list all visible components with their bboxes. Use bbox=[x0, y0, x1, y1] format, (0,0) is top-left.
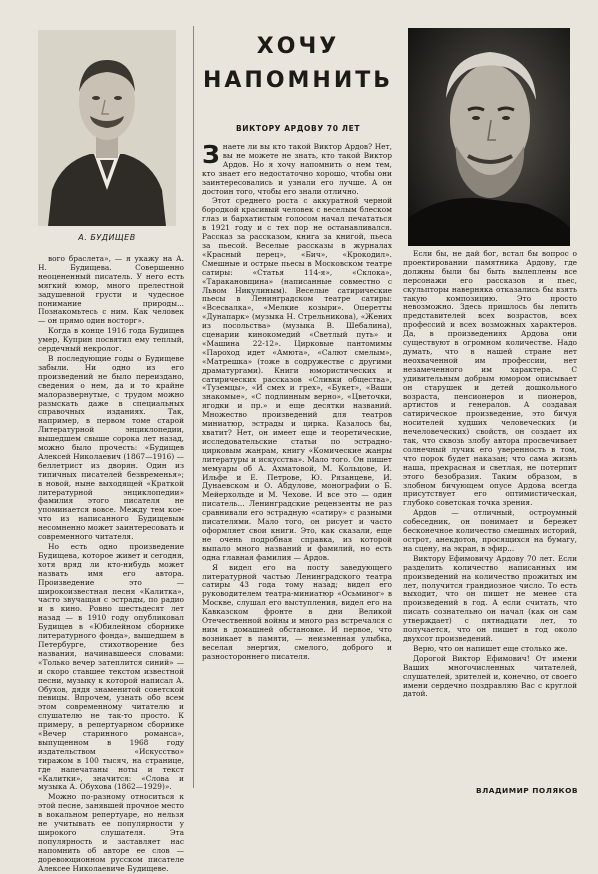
budishchev-portrait bbox=[38, 30, 176, 226]
column-divider bbox=[193, 26, 194, 788]
article-subtitle: ВИКТОРУ АРДОВУ 70 ЛЕТ bbox=[235, 124, 361, 133]
middle-paragraph: наете ли вы кто такой Виктор Ардов? Нет, вы не можете не знать, кто такой Виктор Ардов. Но я хочу напомнить о нем тем, кто знает его недостаточно хорошо, чтобы они заинтересовались и узнали его лучше. А он достоин того, чтобы его знали отлично. bbox=[202, 142, 392, 196]
right-paragraph: Верю, что он напишет еще столько же. bbox=[413, 643, 568, 653]
ardov-portrait bbox=[408, 28, 570, 246]
right-paragraph: Виктору Ефимовичу Ардову 70 лет. Если разделить количество написанных им произведений на количество прожитых им лет, получится грандиозное число. То есть выходит, что он пишет не менее ста произведений в год. А если считать, что писать сознательно он начал (как он сам утверждает) с пятнадцати лет, то получается, что он пишет в год около двухсот произведений. bbox=[403, 553, 577, 643]
article-title bbox=[200, 30, 396, 98]
right-paragraph: Дорогой Виктор Ефимович! От имени Ваших многочисленных читателей, слушателей, зрителей и, конечно, от своего имени сердечно поздравляю Вас с круглой датой. bbox=[403, 653, 577, 699]
left-paragraph: Когда в конце 1916 года Будищев умер, Куприн посвятил ему теплый, сердечный некролог. bbox=[38, 326, 184, 354]
right-article-text bbox=[403, 250, 577, 783]
drop-cap: З bbox=[202, 140, 220, 169]
left-paragraph: вого браслета», — я укажу на А. Н. Будищева. Совершенно неоцененный писатель. У него есть мягкий юмор, много прелестной задушевной грусти и чудесное понимание природы... Познакомьтесь с ним. Как человек — он прямо один восторг». bbox=[38, 254, 184, 326]
ardov-portrait-image bbox=[408, 28, 570, 246]
left-paragraph: Можно по-разному относиться к этой песне, занявшей прочное место в вокальном репертуаре, но нельзя не учитывать ее популярности у широкого слушателя. Эта популярность и заставляет нас напомнить об авторе ее слов — доревоюционном русском писателе Алексее Николаевиче Будищеве. bbox=[38, 792, 184, 873]
middle-paragraph: Этот среднего роста с аккуратной черной бородкой красивый человек с веселым блеском глаз и бархатистым голосом начал печататься в 1921 году и с тех пор не останавливался. Рассказ за рассказом, книга за книгой, пьеса за пьесой. Веселые рассказы в журналах «Красный перец», «Бич», «Крокодил». Смешные и острые пьесы в Московском театре сатиры: «Статья 114-я», «Склока», «Таракановщина» (написанные совместно с Львом Никулиным). Веселые сатирические пьесы в Ленинградском театре сатиры: «Всесвалка», «Мелкие козыри». Оперетты «Дунапарк» (музыка Н. Стрельникова), «Жених из посольства» (музыка В. Шебалина), сценарии кинокомедий «Светлый путь» и «Машина 22-12». Цирковые пантомимы «Пароход идет «Амюта», «Салют смелым», «Матрешка» (тоже в содружестве с другими драматургами). Книги юмористических и сатирических рассказов «Сливки общества», «Туземцы», «И смех и грех», «Букет», «Ваши знакомые», «С подлинным верно», «Цветочки, ягодки и пр.» и еще десятки названий. Множество произведений для театров миниатюр, эстрады и цирка. Казалось бы, хватит? Нет, он имеет еще и теоретические, исследовательские статьи по эстрадно-цирковым жанрам, книгу «Комические жанры литературы и искусства». Мало того. Он пишет мемуары об А. Ахматовой, М. Кольцове, И. Ильфе и Е. Петрове, Ю. Рязанцеве, И. Дунаевском и О. Абдулове, монографии о Б. Мейерхольде и М. Чехове. И все это — один писатель... Ленинградские рецензенты не раз сравнивали его эстрадную «сатиру» с разными писателями. Мало того, он рисует и часто оформляет свои книги. Это, как сказали, еще не очень подробная справка, из которой выпало много названий и фамилий, но есть одна главная фамилия — Ардов. bbox=[202, 196, 392, 562]
right-paragraph: Ардов — отличный, остроумный собеседник, он понимает и бережет бесконечное количество смешных историй, острот, анекдотов, просящихся на бумагу, на сцену, на экран, в эфир... bbox=[403, 508, 577, 553]
middle-paragraph-first bbox=[202, 140, 392, 196]
author-signature: ВЛАДИМИР ПОЛЯКОВ bbox=[475, 786, 578, 795]
title-line-1: ХОЧУ bbox=[256, 34, 340, 59]
middle-article-text bbox=[202, 140, 392, 795]
budishchev-portrait-image bbox=[38, 30, 176, 226]
portrait-caption: А. БУДИЩЕВ bbox=[78, 233, 136, 242]
middle-paragraph: Я видел его на посту заведующего литературной частью Ленинградского театра сатиры 43 года тому назад; видел его руководителем театра-миниатюр «Осьминог» в Москве, слушал его выступления, видел его на Кавказском фронте в дни Великой Отечественной войны и много раз встречался с ним в домашней обстановке. И первое, что возникает в памяти, — неизменная улыбка, веселая энергия, смелого, доброго и разностороннего писателя. bbox=[202, 562, 392, 661]
left-paragraph: Но есть одно произведение Будищева, которое живет и сегодня, хотя вряд ли кто-нибудь может назвать имя его автора. Произведение это — широкоизвестная песня «Калитка», часто звучащая с эстрады, по радио и в кино. Ровно шестьдесят лет назад — в 1910 году опубликовал Будищев в «Юбилейном сборнике литературного фонда», вышедшем в Петербурге, стихотворение без названия, начинавшееся словами: «Только вечер затеплится синий» — и скоро ставшее текстом известной песни, музыку к которой написал А. Обухов, дядя знаменитой советской певицы. Впрочем, узнать обо всем этом современному читателю и слушателю не так-то просто. К примеру, в репертуарном сборнике «Вечер старинного романса», выпущенном в 1968 году издательством «Искусство» тиражом в 100 тысяч, на странице, где напечатаны ноты и текст «Калитки», значится: «Слова и музыка А. Обухова (1862—1929)». bbox=[38, 542, 184, 792]
left-paragraph: В последующие годы о Будищеве забыли. Ни одно из его произведений не было переиздано, сведения о нем, да и то крайне малоразвернутые, с трудом можно разыскать даже в специальных справочных изданиях. Так, например, в первом томе старой Литературной энциклопедии, вышедшем свыше сорока лет назад, можно было прочесть: «Будищев Алексей Николаевич (1867—1916) — беллетрист из дворян. Один из типичных писателей безвременья»; в новой, ныне выходящей «Краткой литературной энциклопедии» фамилия этого писателя не упоминается вовсе. Между тем кое-что из написанного Будищевым несомненно может заинтересовать и современного читателя. bbox=[38, 353, 184, 542]
left-article-text bbox=[38, 254, 184, 873]
title-line-2: НАПОМНИТЬ bbox=[202, 68, 394, 93]
right-paragraph: Если бы, не дай бог, встал бы вопрос о проектировании памятника Ардову, где должны были бы быть вылеплены все персонажи его рассказов и пьес, скульпторы наверняка отказались бы взять такую композицию. Это просто невозможно. Здесь пришлось бы лепить представителей всех возрастов, всех профессий и всех возможных характеров. Да, в произведениях Ардова они существуют в огромном количестве. Надо думать, что в нашей стране нет неохваченной им профессии, нет незамеченного им характера. С удивительным добрым юмором описывает он старушек и детей дошкольного возраста, пенсионеров и пионеров, артистов и генералов. А создавая сатирическое произведение, это бичуя носителей худших человеческих (и нечеловеческих) свойств, он создает их так, что сквозь злобу автора просвечивает солнечный лучик его уверенность в том, что порок будет наказан; что сама жизнь наша, прекрасная и светлая, не потерпит этого безобразия. Таким образом, в злобном бичующем опусе Ардова всегда присутствует его оптимистическая, глубоко советская точка зрения. bbox=[403, 249, 577, 508]
